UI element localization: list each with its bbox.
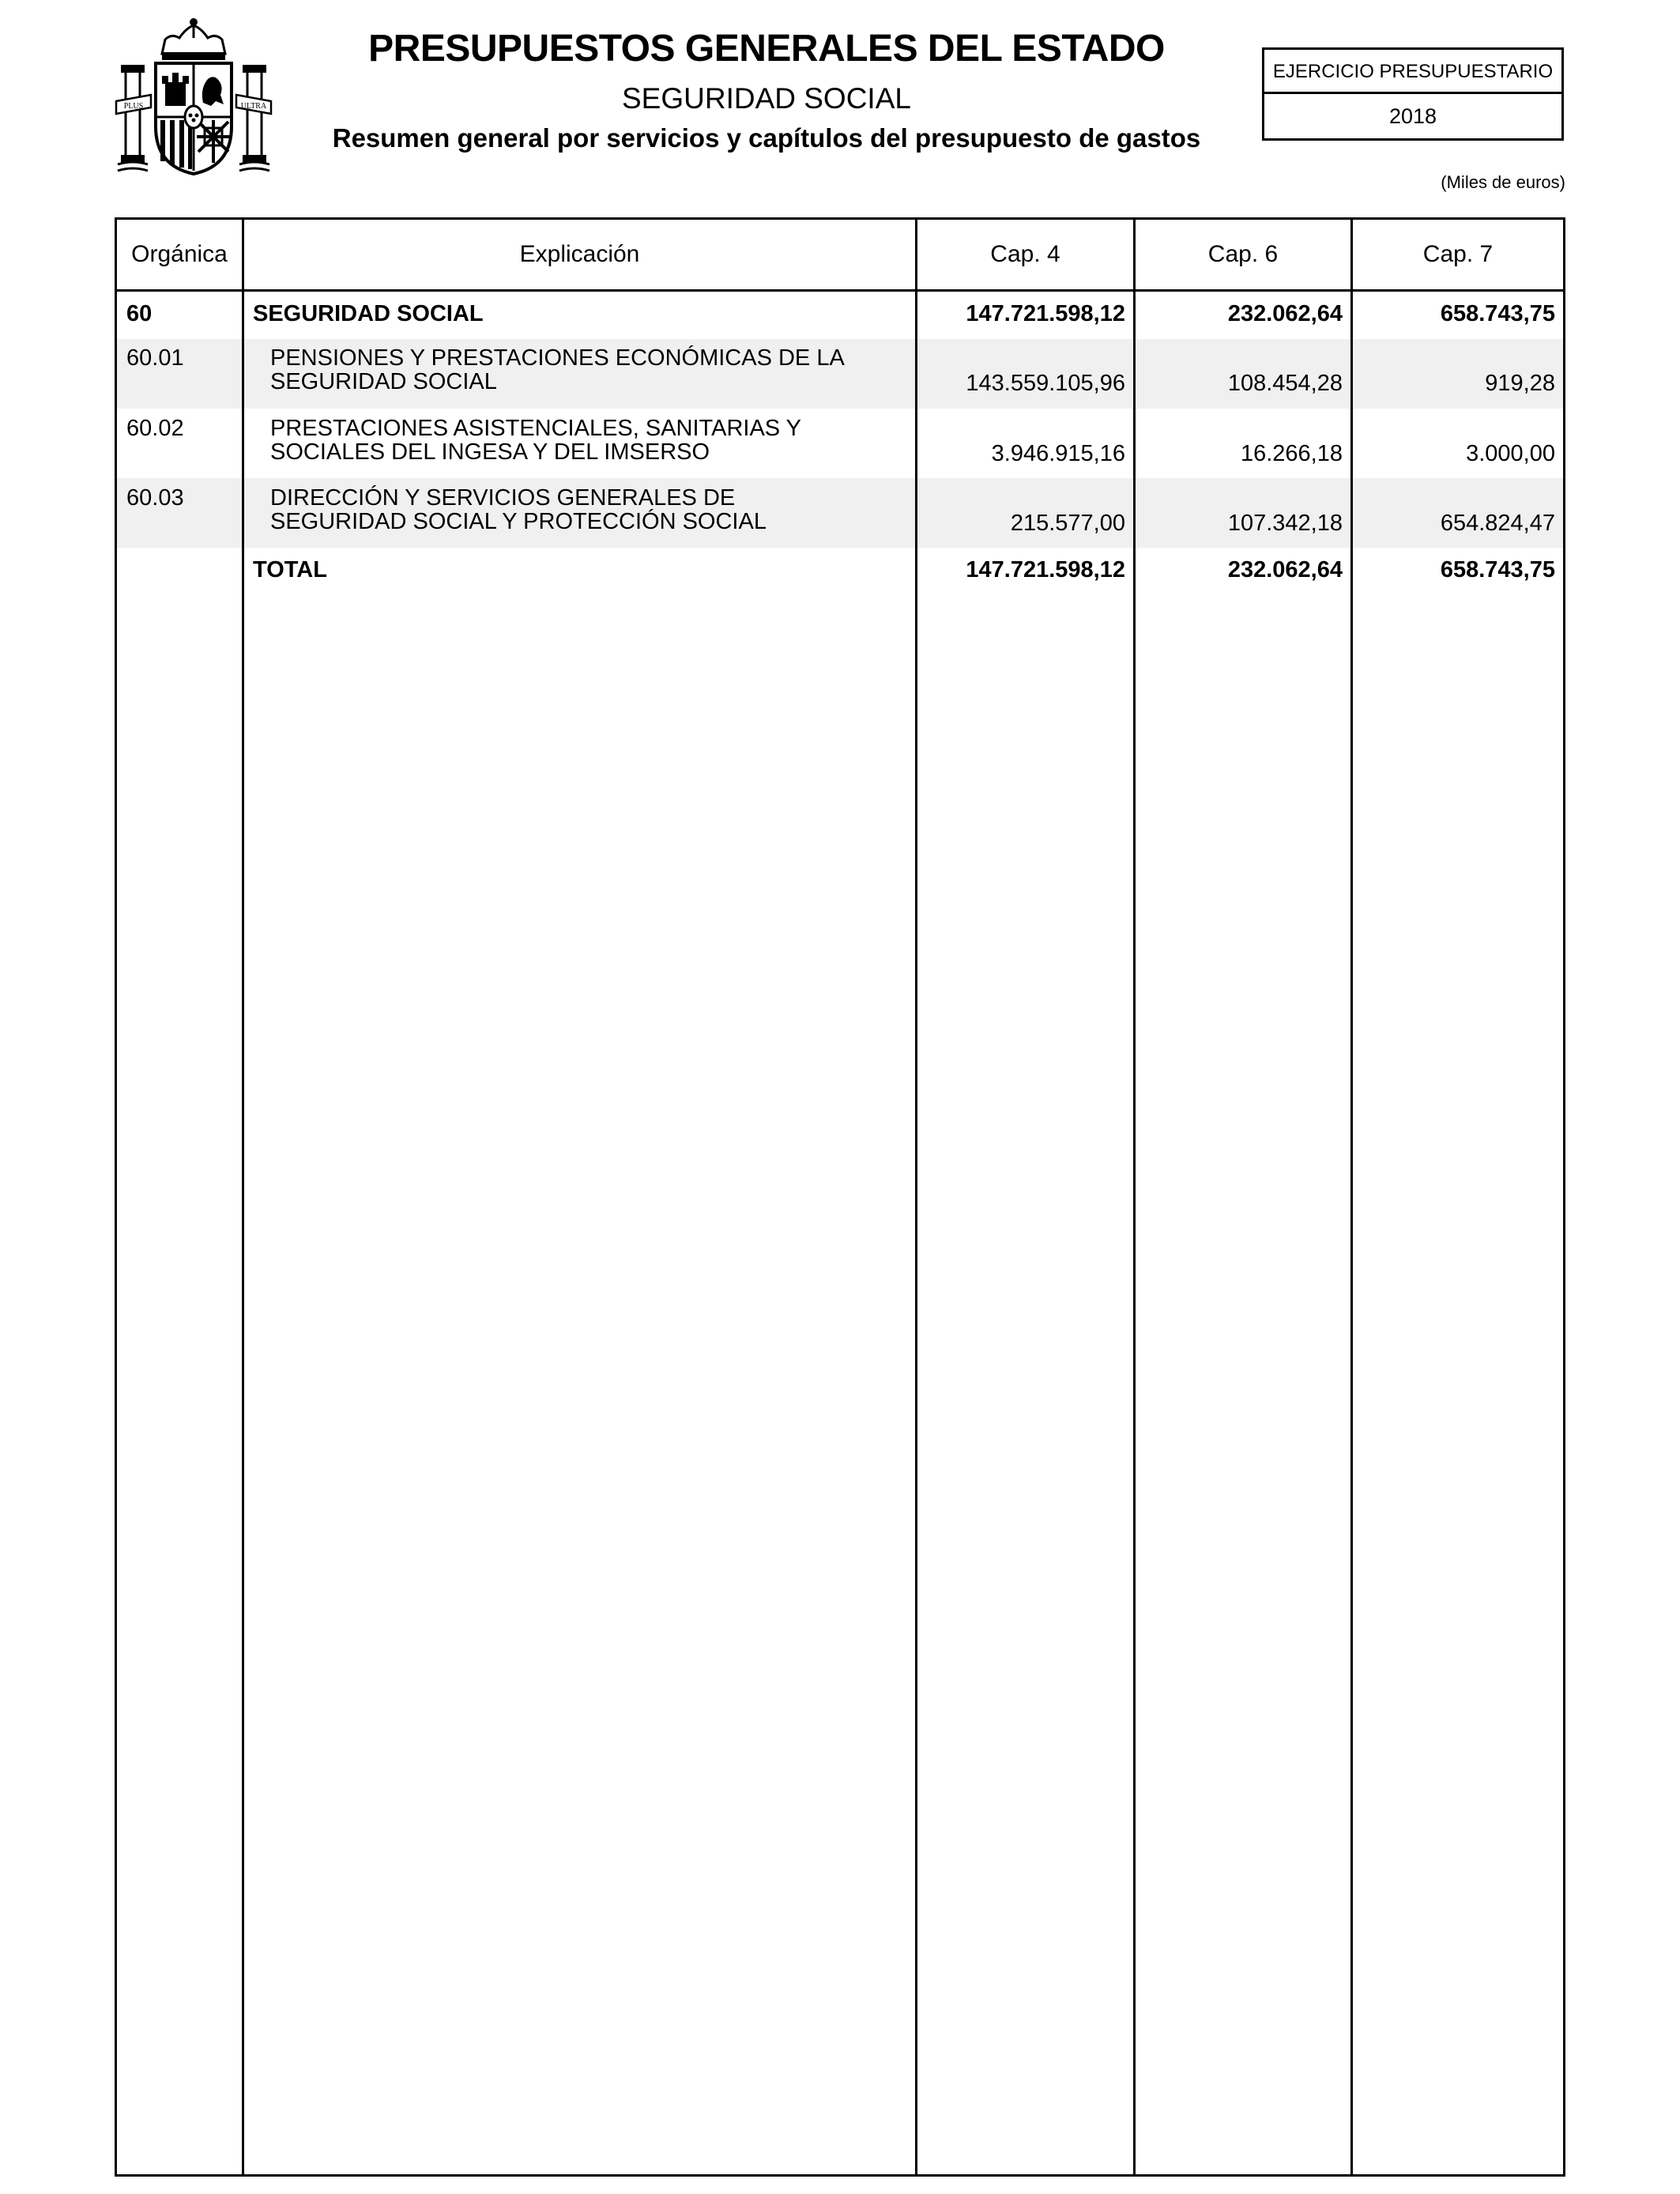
svg-text:ULTRA: ULTRA xyxy=(240,102,267,111)
col-header-explicacion: Explicación xyxy=(519,241,640,267)
row-6003-cap4: 215.577,00 xyxy=(1010,511,1125,536)
row-6003-code: 60.03 xyxy=(126,485,184,511)
col-header-cap4: Cap. 4 xyxy=(990,241,1060,267)
row-6003-desc-line1: DIRECCIÓN Y SERVICIOS GENERALES DE xyxy=(270,485,736,511)
col-header-cap7: Cap. 7 xyxy=(1422,241,1494,267)
row-6002-desc-line2: SOCIALES DEL INGESA Y DEL IMSERSO xyxy=(270,439,710,465)
svg-text:PLUS: PLUS xyxy=(123,102,144,111)
total-cap4: 147.721.598,12 xyxy=(966,557,1125,582)
budget-year-box xyxy=(1262,47,1564,141)
document-subtitle: SEGURIDAD SOCIAL xyxy=(622,82,911,115)
row-6001-code: 60.01 xyxy=(126,345,184,371)
row-6003-cap6: 107.342,18 xyxy=(1227,511,1343,536)
document-title: PRESUPUESTOS GENERALES DEL ESTADO xyxy=(368,28,1165,70)
row-6001-cap7: 919,28 xyxy=(1485,371,1555,396)
coat-of-arms-logo xyxy=(115,16,273,178)
header-divider xyxy=(117,289,1563,292)
row-6003-cap7: 654.824,47 xyxy=(1440,511,1555,536)
units-note: (Miles de euros) xyxy=(1441,172,1565,192)
col-header-cap6: Cap. 6 xyxy=(1207,241,1279,267)
row-6002-cap6: 16.266,18 xyxy=(1240,441,1343,466)
row-60-cap7: 658.743,75 xyxy=(1440,301,1555,326)
column-divider xyxy=(242,220,244,2174)
row-6003-desc-line2: SEGURIDAD SOCIAL Y PROTECCIÓN SOCIAL xyxy=(270,509,767,534)
budget-year-label: EJERCICIO PRESUPUESTARIO xyxy=(1264,50,1561,94)
row-6001-cap6: 108.454,28 xyxy=(1227,371,1343,396)
total-label: TOTAL xyxy=(253,557,327,582)
budget-table xyxy=(115,217,1565,2177)
row-60-desc: SEGURIDAD SOCIAL xyxy=(253,301,484,326)
row-6002-code: 60.02 xyxy=(126,416,184,441)
row-6001-desc-line1: PENSIONES Y PRESTACIONES ECONÓMICAS DE LA xyxy=(270,345,845,371)
row-6001-desc-line2: SEGURIDAD SOCIAL xyxy=(270,369,497,394)
row-60-code: 60 xyxy=(126,301,153,326)
col-header-organica: Orgánica xyxy=(131,241,228,267)
row-6002-cap4: 3.946.915,16 xyxy=(991,441,1125,466)
row-6002-cap7: 3.000,00 xyxy=(1466,441,1555,466)
row-60-cap6: 232.062,64 xyxy=(1227,301,1343,326)
total-cap6: 232.062,64 xyxy=(1227,557,1343,582)
budget-year-value: 2018 xyxy=(1388,104,1437,128)
document-description: Resumen general por servicios y capítulos del presupuesto de gastos xyxy=(332,123,1201,153)
total-cap7: 658.743,75 xyxy=(1440,557,1555,582)
row-6002-desc-line1: PRESTACIONES ASISTENCIALES, SANITARIAS Y xyxy=(270,416,802,441)
row-6001-cap4: 143.559.105,96 xyxy=(966,371,1125,396)
row-60-cap4: 147.721.598,12 xyxy=(966,301,1125,326)
